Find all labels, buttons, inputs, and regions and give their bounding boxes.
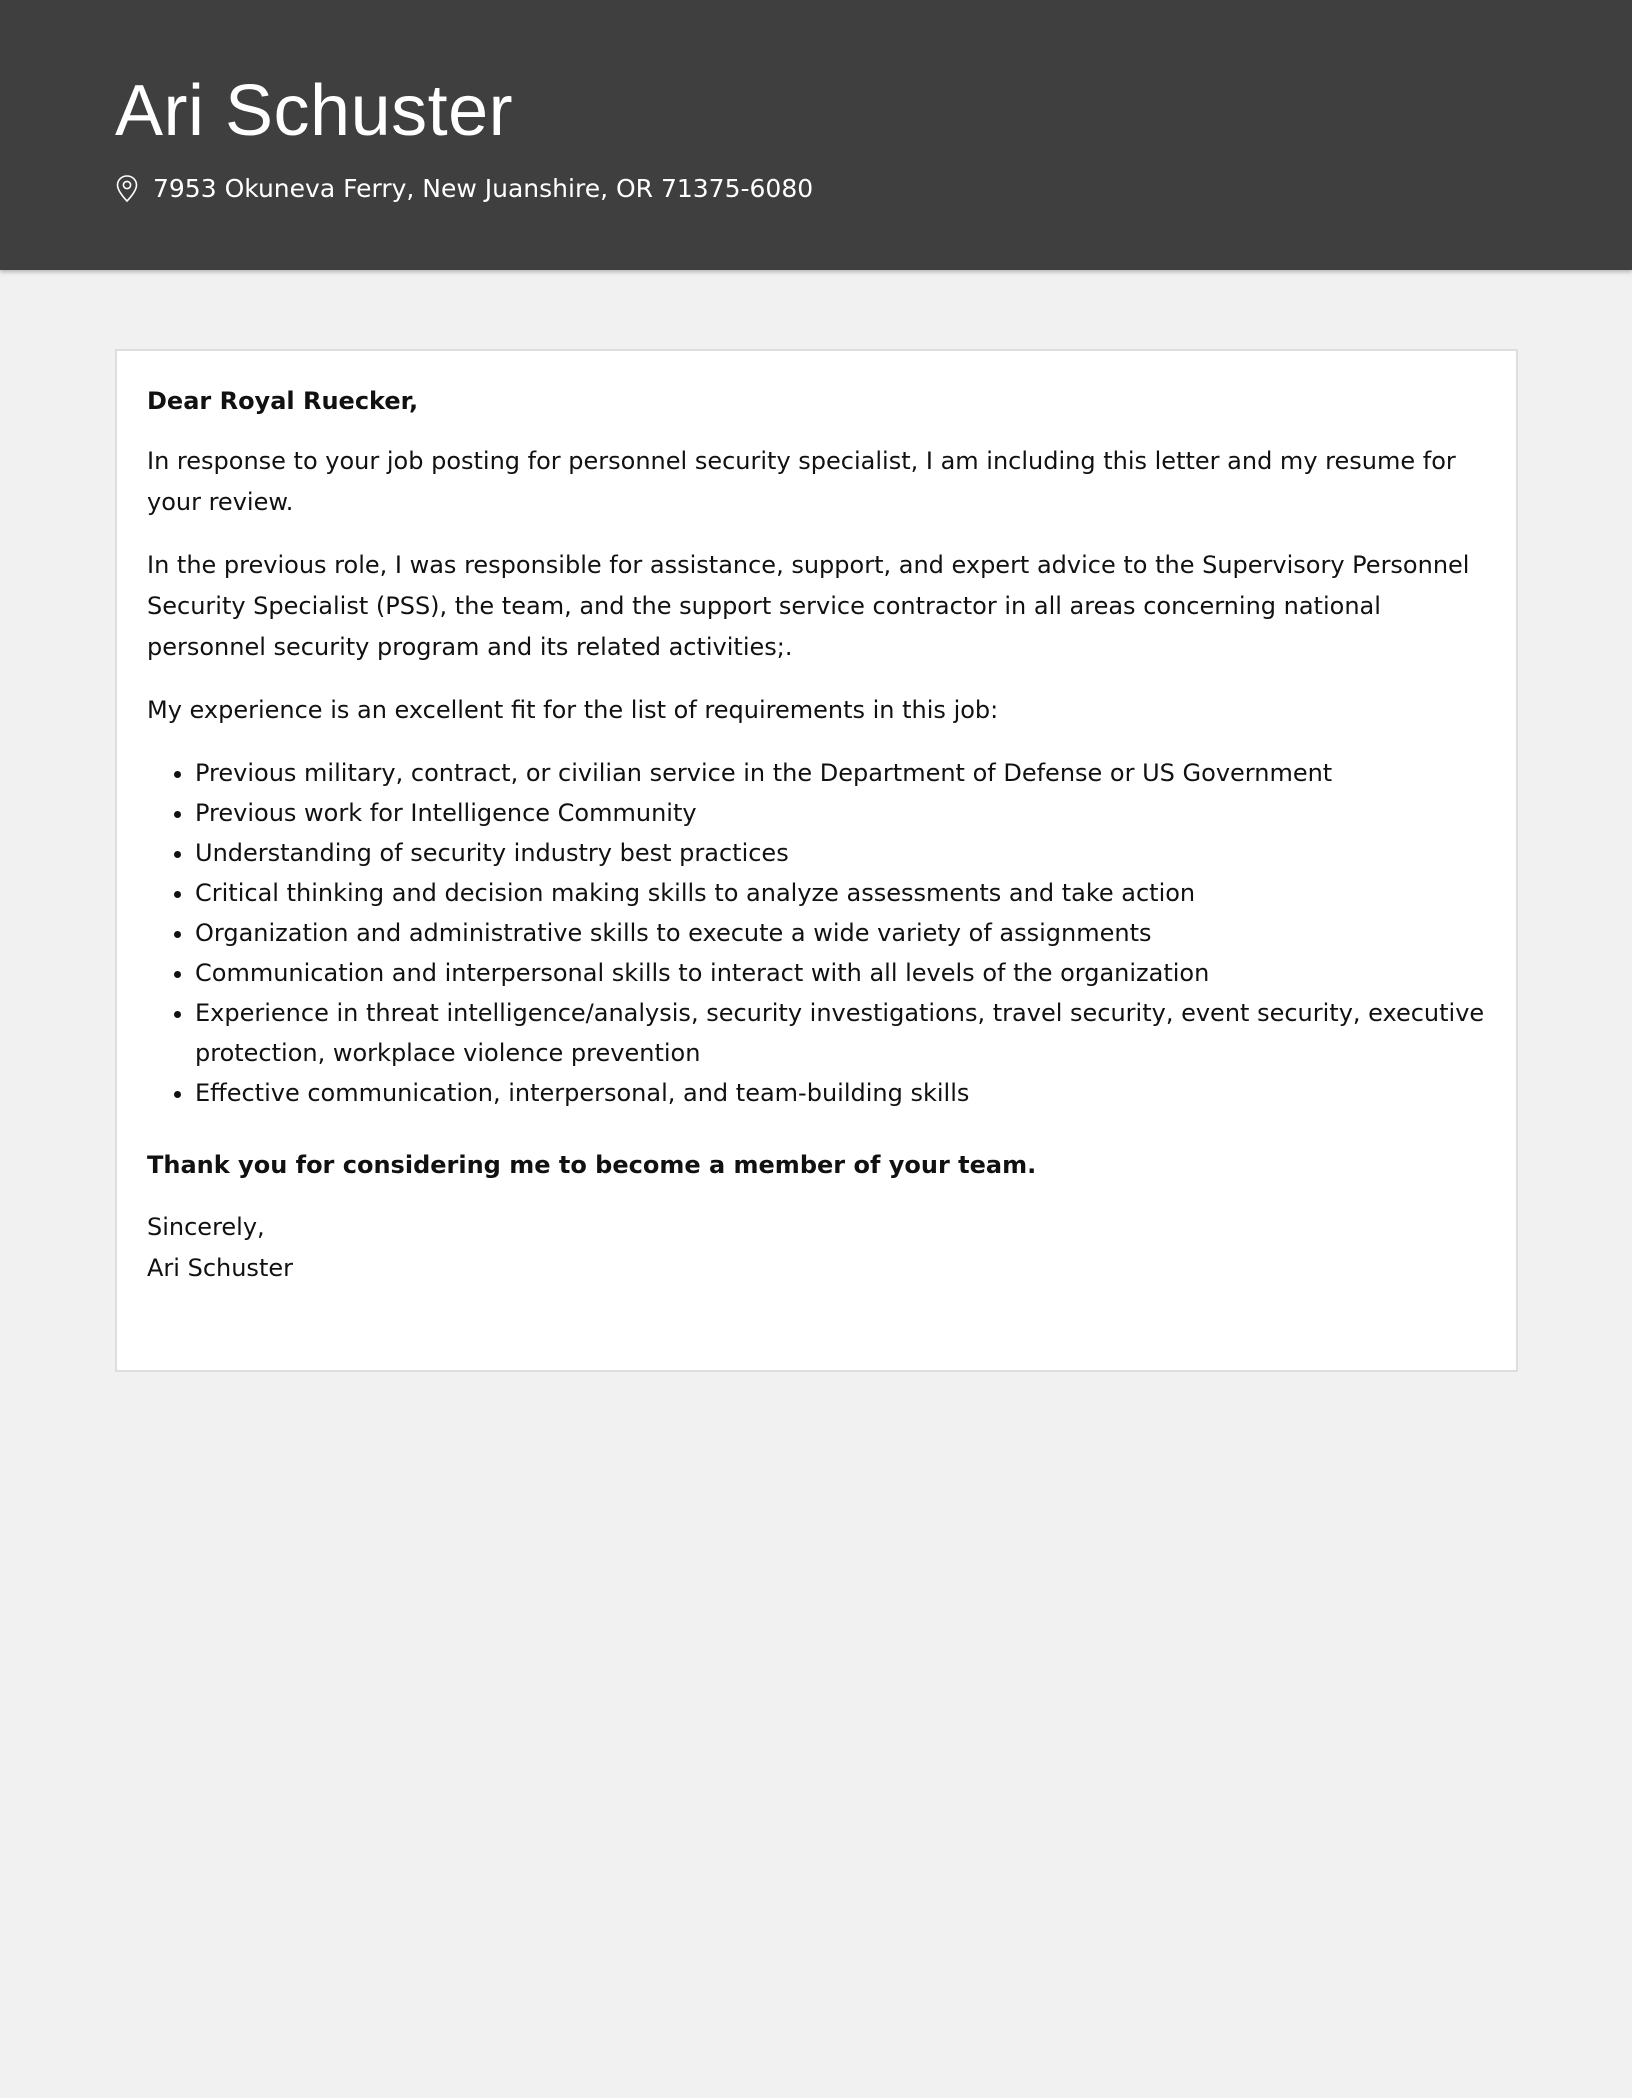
list-item: • Effective communication, interpersonal, and team-building skills — [195, 1073, 1486, 1113]
requirements-intro: My experience is an excellent fit for the list of requirements in this job: — [147, 696, 999, 724]
list-item: • Understanding of security industry best practices — [195, 833, 1486, 873]
salutation: Dear Royal Ruecker, — [147, 387, 419, 415]
list-item: • Previous military, contract, or civilian service in the Department of Defense or US Government — [195, 753, 1486, 793]
map-pin-icon — [115, 174, 139, 204]
closing-line: Sincerely, — [147, 1213, 265, 1241]
list-item: • Critical thinking and decision making skills to analyze assessments and take action — [195, 873, 1486, 913]
intro-paragraph: In response to your job posting for personnel security specialist, I am including this letter and my resume for your review. — [147, 447, 1456, 516]
applicant-name: Ari Schuster — [115, 71, 514, 151]
list-item: • Previous work for Intelligence Community — [195, 793, 1486, 833]
page-header — [0, 0, 1632, 270]
list-item: • Organization and administrative skills to execute a wide variety of assignments — [195, 913, 1486, 953]
requirements-list — [147, 753, 1486, 1113]
address-row — [115, 172, 1632, 206]
thank-you-line: Thank you for considering me to become a member of your team. — [147, 1151, 1037, 1179]
address-text: 7953 Okuneva Ferry, New Juanshire, OR 71375-6080 — [153, 174, 814, 203]
experience-paragraph: In the previous role, I was responsible for assistance, support, and expert advice to the Supervisory Personnel Security Specialist (PSS), the team, and the support service contractor in all areas concerning national personnel security program and its related activities;. — [147, 551, 1470, 661]
signature: Ari Schuster — [147, 1254, 293, 1282]
list-item: • Experience in threat intelligence/analysis, security investigations, travel security, event security, executive protection, workplace violence prevention — [195, 993, 1486, 1073]
list-item: • Communication and interpersonal skills to interact with all levels of the organization — [195, 953, 1486, 993]
cover-letter — [115, 349, 1518, 1372]
